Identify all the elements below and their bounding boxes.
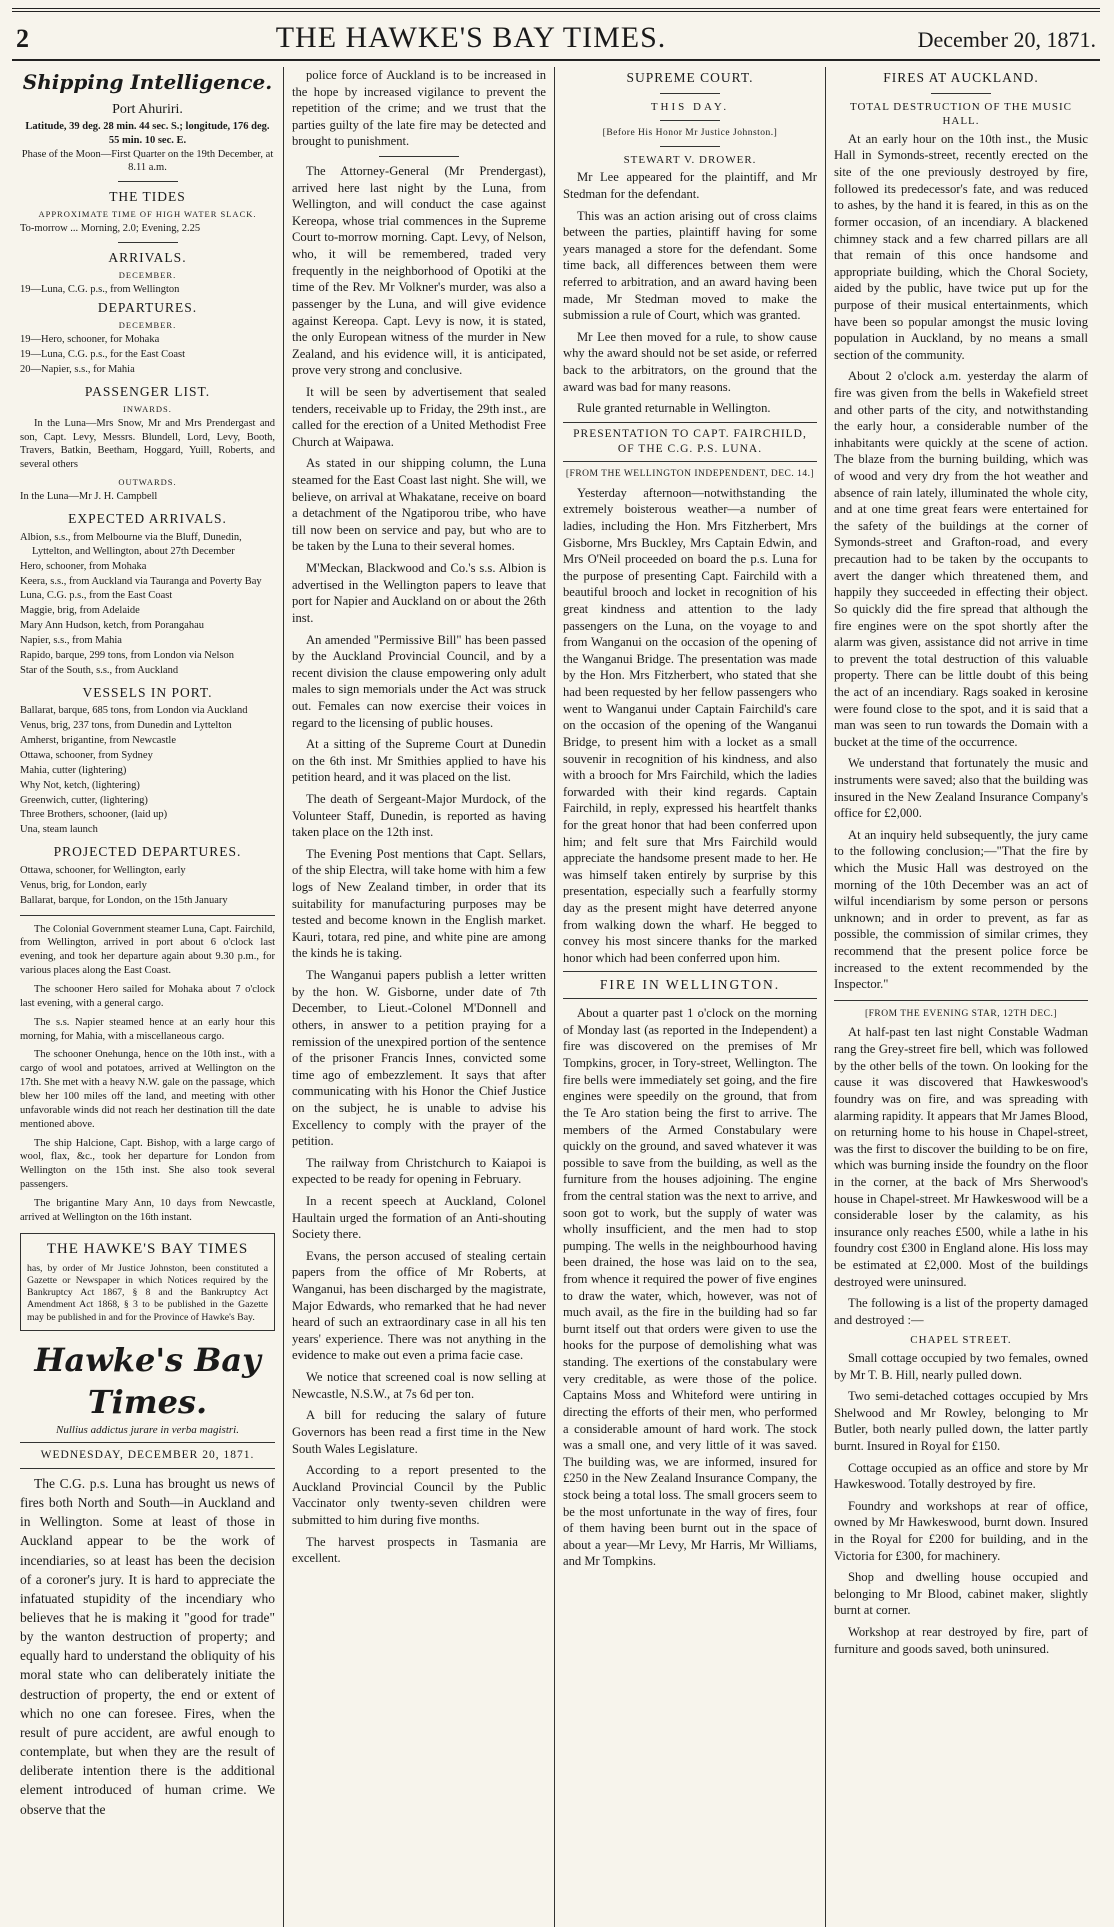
column-2 — [283, 67, 554, 1927]
news-paragraph: In a recent speech at Auckland, Colonel Haultain urged the formation of an Anti-shouting Society there. — [292, 1194, 546, 1242]
top-rule — [12, 8, 1100, 12]
court-title: SUPREME COURT. — [626, 70, 754, 85]
fire-wellington-paragraph: About a quarter past 1 o'clock on the morning of Monday last (as reported in the Independent) a fire was discovered on the premises of Mr Tompkins, grocer, in Tory-street, Wellington. The fire bells were immediately set going, and the fire engines were speedily on the ground, that from the Te Aro station being the first to arrive. The members of the Armed Constabulary were quickly on the ground, and saved whatever it was possible to save from the building, as well as the furniture from the houses adjoining. The engine from the central station was the next to arrive, and soon got to work, but the supply of water was wholly insufficient, and the men had to stop pumping. The wells in the neighbourhood having been drained, the hose was laid on to the sea, from whence it required the power of five engines to draw the water, which, however, was not of much avail, as the fire in the building had so far burnt itself out that orders were given to use the hooks for the purpose of demolishing what was standing. The exertions of the constabulary were very creditable, as were those of the police. Captains Moss and Whiteford were untiring in directing the efforts of their men, who performed a considerable amount of hard work. The stock was a small one, and very little of it was saved. The building was, we are informed, insured for £250 in the New Zealand Insurance Company, the stock being a total loss. The small grocers seem to be the most unfortunate in the way of fires, four of them having been burnt out in the space of about a year—Mr Levy, Mr Harris, Mr Williams, and Mr Tompkins. — [563, 1006, 817, 1569]
vessel-entry: Ballarat, barque, 685 tons, from London via Auckland — [20, 705, 248, 717]
news-paragraph: According to a report presented to the Auckland Provincial Council by the Public Vaccinator only twenty-seven children were submitted to him during five months. — [292, 1463, 546, 1527]
property-entry: Cottage occupied as an office and store by Mr Hawkeswood. Totally destroyed by fire. — [834, 1460, 1088, 1492]
news-paragraph: A bill for reducing the salary of future Governors has been read a first time in the New South Wales Legislature. — [292, 1408, 546, 1456]
presentation-title: PRESENTATION TO CAPT. FAIRCHILD, OF THE C.G. P.S. LUNA. — [563, 422, 817, 462]
projected-departures-title: PROJECTED DEPARTURES. — [53, 844, 242, 860]
divider — [379, 156, 459, 157]
shipping-paragraph: The schooner Hero sailed for Mohaka about 7 o'clock last evening, with a general cargo. — [20, 984, 275, 1009]
arrivals-month: DECEMBER. — [118, 270, 177, 280]
column-3 — [554, 67, 825, 1927]
news-paragraph: The Evening Post mentions that Capt. Sellars, of the ship Electra, will take home with him a few logs of New Zealand timber, in order that its suitability for manufacturing purposes may be tested and become known in the English market. Kauri, totara, red pine, and white pine are among the kinds he is taking. — [292, 846, 546, 961]
property-entry: Foundry and workshops at rear of office, owned by Mr Hawkeswood, burnt down. Insured in the Royal for £200 for building, and in the Victoria for £300, for machinery. — [834, 1498, 1088, 1563]
vessel-entry: Ottawa, schooner, from Sydney — [20, 750, 153, 762]
evening-star-source: [FROM THE EVENING STAR, 12TH DEC.] — [864, 1008, 1058, 1019]
expected-entry: Albion, s.s., from Melbourne via the Bluff, Dunedin, Lyttelton, and Wellington, about 27th December — [20, 532, 242, 557]
arrivals-title: ARRIVALS. — [108, 250, 187, 266]
news-paragraph: At a sitting of the Supreme Court at Dunedin on the 6th inst. Mr Smithies applied to have his petition heard, and it was placed on the list. — [292, 737, 546, 785]
auckland-paragraph: We understand that fortunately the music and instruments were saved; also that the building was insured in the New Zealand Insurance Company's office for £2,000. — [834, 756, 1088, 821]
shipping-paragraph: The ship Halcione, Capt. Bishop, with a large cargo of wool, flax, &c., took her departure for London from Wellington on the 15th inst. She also took several passengers. — [20, 1137, 275, 1191]
news-paragraph: police force of Auckland is to be increased in the hope by increased vigilance to prevent the repetition of the crime; and we trust that the parties guilty of the late fire may be detected and brought to punishment. — [292, 68, 546, 149]
vessel-entry: Venus, brig, 237 tons, from Dunedin and Lyttelton — [20, 720, 232, 732]
court-subtitle: THIS DAY. — [650, 100, 730, 113]
vessel-entry: Amherst, brigantine, from Newcastle — [20, 735, 176, 747]
departures-title: DEPARTURES. — [97, 300, 198, 316]
news-paragraph: The Attorney-General (Mr Prendergast), arrived here last night by the Luna, from Wellington, and will conduct the case against Kereopa, whose trial commences in the Supreme Court to-morrow morning. Capt. Levy, of Nelson, who, it will be remembered, traded very frequently in the neighborhood of Opotiki at the time of the Rev. Mr Volkner's murder, was also a passenger by the Luna, and will give evidence against Kereopa. Capt. Levy is now, it is stated, the only European witness of the murder in New Zealand, and his evidence will, it is anticipated, prove very strong and conclusive. — [292, 164, 546, 378]
shipping-heading: Shipping Intelligence. — [22, 70, 273, 94]
property-entry: Shop and dwelling house occupied and belonging to Mr Blood, cabinet maker, slightly burnt at corner. — [834, 1570, 1088, 1618]
divider — [931, 93, 991, 94]
presentation-source: [FROM THE WELLINGTON INDEPENDENT, DEC. 14.] — [565, 469, 815, 480]
expected-entry: Maggie, brig, from Adelaide — [20, 605, 140, 617]
court-paragraph: Mr Lee then moved for a rule, to show cause why the award should not be set aside, or referred back to the arbitrators, on the ground that the award was bad for many reasons. — [563, 329, 817, 394]
column-4 — [825, 67, 1096, 1927]
expected-arrivals-title: EXPECTED ARRIVALS. — [68, 511, 227, 527]
issue-date: December 20, 1871. — [917, 27, 1096, 52]
outwards-text: In the Luna—Mr J. H. Campbell — [20, 491, 158, 503]
vessel-entry: Mahia, cutter (lightering) — [20, 764, 127, 776]
vessel-entry: Why Not, ketch, (lightering) — [20, 779, 140, 791]
notice-title: THE HAWKE'S BAY TIMES — [46, 1240, 249, 1257]
arrival-entry: 19—Luna, C.G. p.s., from Wellington — [20, 284, 180, 296]
news-paragraph: M'Meckan, Blackwood and Co.'s s.s. Albion is advertised in the Wellington papers to leave that port for Napier and Auckland on or about the 26th inst. — [292, 561, 546, 625]
editorial-dateline: WEDNESDAY, DECEMBER 20, 1871. — [20, 1443, 275, 1469]
auckland-paragraph: At an inquiry held subsequently, the jury came to the following conclusion;—"That the fire by which the Music Hall was destroyed on the morning of the 10th December was an act of wilful incendiarism by some person or persons unknown; and in order to prevent, as far as possible, the commission of similar crimes, they recommend that the present police force be increased to the extent recommended by the Inspector." — [834, 827, 1088, 992]
auckland-paragraph: About 2 o'clock a.m. yesterday the alarm of fire was given from the bells in Wakefield street and other parts of the city, and notwithstanding the early hour, a considerable number of the inhabitants were quickly at the scene of action. The blaze from the burning building, which was of wood and very dry from the hot weather and absence of rain lately, illuminated the whole city, and at one time great fears were entertained for the safety of the buildings at the corner of Symonds-street and Grafton-road, and every precaution had to be taken by the occupants to avert the danger which threatened them, and happily they succeeded in effecting their object. So quickly did the fire spread that although the fire engines were on the spot shortly after the alarm was given, assistance did not arrive in time to prevent the total destruction of this valuable property. There can be little doubt of this being the act of an incendiary. Rags soaked in kerosine were found close to the spot, and it is said that a man was seen to run towards the Domain with a bucket at the time of the occurrence. — [834, 369, 1088, 749]
notice-body: has, by order of Mr Justice Johnston, been constituted a Gazette or Newspaper in which Notices required by the Bankruptcy Act 1867, § 8 and the Bankruptcy Act Amendment Act 1868, § 3 to be published in the Gazette may be published in and for the Province of Hawke's Bay. — [27, 1262, 268, 1323]
vessel-entry: Una, steam launch — [20, 824, 98, 836]
chapel-street-label: CHAPEL STREET. — [910, 1334, 1012, 1347]
property-entry: Two semi-detached cottages occupied by Mrs Shelwood and Mr Rowley, belonging to Mr Butler, both nearly pulled down, the latter partly burnt. Insured in Royal for £150. — [834, 1389, 1088, 1453]
inwards-text: In the Luna—Mrs Snow, Mr and Mrs Prendergast and son, Capt. Levy, Messrs. Blundell, Lord, Levy, Booth, Travers, Batkin, Beetham, Hoggard, Yuill, Roberts, and several others — [20, 417, 275, 471]
news-paragraph: The Wanganui papers publish a letter written by the hon. W. Gisborne, under date of 7th December, to Lieut.-Colonel M'Donnell and others, in answer to a petition praying for a remission of the unexpired portion of the sentence of the prisoner Francis Innes, convicted some time ago of embezzlement. It says that after communicating with his Honor the Chief Justice on the subject, he is unable to advise his Excellency to comply with the prayer of the petition. — [292, 968, 546, 1149]
tides-subtitle: APPROXIMATE TIME OF HIGH WATER SLACK. — [38, 209, 257, 220]
departures-month: DECEMBER. — [118, 319, 177, 330]
projected-entry: Ballarat, barque, for London, on the 15th January — [20, 894, 228, 906]
news-paragraph: The death of Sergeant-Major Murdock, of the Volunteer Staff, Dunedin, is reported as having taken place on the 12th inst. — [292, 791, 546, 840]
departure-entry: 20—Napier, s.s., for Mahia — [20, 363, 135, 375]
masthead — [12, 15, 1100, 61]
shipping-paragraph: The s.s. Napier steamed hence at an early hour this morning, for Mahia, with a miscellaneous cargo. — [20, 1016, 275, 1042]
expected-entry: Mary Ann Hudson, ketch, from Porangahau — [20, 620, 205, 632]
court-paragraph: This was an action arising out of cross claims between the parties, plaintiff having for some years managed a store for the defendant. Some time back, all differences between them were referred to arbitration, and an award having been made, Mr Stedman moved to make the submission a rule of Court, which was granted. — [563, 208, 817, 323]
inwards-label: INWARDS. — [123, 403, 172, 414]
court-paragraph: Mr Lee appeared for the plaintiff, and Mr Stedman for the defendant. — [563, 170, 817, 201]
motto: Nullius addictus jurare in verba magistri. — [20, 1423, 275, 1443]
expected-entry: Keera, s.s., from Auckland via Tauranga and Poverty Bay — [20, 575, 262, 587]
vessels-in-port-title: VESSELS IN PORT. — [82, 684, 213, 700]
tides-title: THE TIDES — [109, 189, 186, 205]
divider — [834, 1000, 1088, 1001]
divider — [118, 181, 178, 182]
newspaper-page — [6, 0, 1106, 1927]
news-paragraph: We notice that screened coal is now selling at Newcastle, N.S.W., at 7s 6d per ton. — [292, 1370, 546, 1401]
news-paragraph: The harvest prospects in Tasmania are excellent. — [292, 1534, 546, 1566]
court-before: [Before His Honor Mr Justice Johnston.] — [602, 128, 778, 139]
news-paragraph: The railway from Christchurch to Kaiapoi is expected to be ready for opening in February. — [292, 1155, 546, 1187]
auckland-fires-subtitle: TOTAL DESTRUCTION OF THE MUSIC HALL. — [849, 100, 1073, 128]
expected-entry: Luna, C.G. p.s., from the East Coast — [20, 590, 173, 602]
port-coordinates: Latitude, 39 deg. 28 min. 44 sec. S.; longitude, 176 deg. 55 min. 10 sec. E. — [25, 120, 270, 146]
shipping-paragraph: The Colonial Government steamer Luna, Capt. Fairchild, from Wellington, arrived in port about 6 o'clock last evening, and took her departure again about 9.30 p.m., for various places along the East Coast. — [20, 923, 275, 977]
auckland-paragraph: At half-past ten last night Constable Wadman rang the Grey-street fire bell, which was followed by the other bells of the town. On looking for the cause it was discovered that Hawkeswood's foundry was on fire, and was spreading with alarming rapidity. It appears that Mr James Blood, on returning home to his house in Chapel-street, was the first to discover the building to be on fire, which was burning inside the foundry on the floor in the corner, at the back of Mrs Sherwood's house in Chapel-street. Mr Hawkeswood will be a considerable loser by the calamity, as his insurance only reaches £500, while a lathe in his foundry cost £300 in England alone. His loss may be estimated at £2,000. Most of the buildings destroyed were uninsured. — [834, 1025, 1088, 1289]
departure-entry: 19—Hero, schooner, for Mohaka — [20, 334, 160, 346]
departure-entry: 19—Luna, C.G. p.s., for the East Coast — [20, 348, 186, 360]
page-number: 2 — [16, 24, 29, 53]
news-paragraph: Evans, the person accused of stealing certain papers from the office of Mr Roberts, at Wanganui, has been discharged by the magistrate, Major Edwards, who remarked that he had never heard of such an extraordinary case in all his ten years' experience. There was not anything in the evidence to make out even a prima facie case. — [292, 1248, 546, 1363]
moon-phase: Phase of the Moon—First Quarter on the 19th December, at 8.11 a.m. — [21, 148, 274, 174]
property-entry: Small cottage occupied by two females, owned by Mr T. B. Hill, nearly pulled down. — [834, 1350, 1088, 1382]
news-paragraph: An amended "Permissive Bill" has been passed by the Auckland Provincial Council, and by a recent division the clause empowering only adult males to sign memorials under the Act was struck out. Females can now exercise their voices in regard to the licensing of public houses. — [292, 632, 546, 730]
auckland-paragraph: The following is a list of the property damaged and destroyed :— — [834, 1296, 1088, 1327]
case-title: STEWART V. DROWER. — [623, 153, 757, 166]
fire-wellington-title: FIRE IN WELLINGTON. — [563, 971, 817, 999]
vessel-entry: Greenwich, cutter, (lightering) — [20, 794, 148, 806]
tides-line: To-morrow ... Morning, 2.0; Evening, 2.25 — [20, 223, 201, 235]
auckland-paragraph: At an early hour on the 10th inst., the Music Hall in Symonds-street, recently erected on the site of the one previously destroyed by fire, followed its predecessor's fate, and was reduced to ashes, by the hand it is feared, in this as on the former occasion, of an incendiary. A blackened chimney stack and a few charred pillars are all that remain of this once handsome and appropriate building, which the Choral Society, aided by the public, have twice put up for the purpose of their musical entertainments, which have been so popular amongst the music loving population in Auckland, by no means a small section of the community. — [834, 131, 1088, 362]
presentation-paragraph: Yesterday afternoon—notwithstanding the extremely boisterous weather—a number of ladies, including the Hon. Mrs Fitzherbert, Mrs Gisborne, Mrs Buckley, Mrs Captain Edwin, and Mrs O'Neil proceeded on board the p.s. Luna for the purpose of presenting Capt. Fairchild with a beautiful brooch and locket in recognition of his great kindness and attention to the lady passengers on the Luna, on the voyage to and from Wanganui on the occasion of the opening of the Wanganui Bridge. The presentation was made by the Hon. Mrs Fitzherbert, who stated that she had been requested by her fellow passengers who went to Wanganui under Captain Fairchild's care on the occasion of the opening of the Wanganui Bridge, to present him with a locket as a small souvenir in recognition of his kindness, and also with a brooch for Mrs Fairchild, which the ladies forwarded with their kind regards. Captain Fairchild, in reply, expressed his heartfelt thanks for the great honor that had been conferred upon him; and felt sure that Mrs Fairchild would appreciate the handsome present made to her. He was himself taken entirely by surprise by this presentation, especially such a fearfully stormy day as the present might have deterred anyone from walking down the wharf. He begged to convey his most sincere thanks for the marked honor which had been conferred upon him. — [563, 485, 817, 965]
property-entry: Workshop at rear destroyed by fire, part of furniture and goods saved, both uninsured. — [834, 1625, 1088, 1656]
divider — [20, 915, 275, 916]
news-paragraph: As stated in our shipping column, the Luna steamed for the East Coast last night. She will, we believe, on arrival at Whakatane, receive on board a detachment of the Ngatiporou tribe, who have till now been on service and pay, but who are to be taken by the Luna to their several homes. — [292, 456, 546, 554]
newspaper-title: THE HAWKE'S BAY TIMES. — [275, 21, 667, 54]
paper-name: Hawke's Bay Times. — [34, 1340, 261, 1421]
auckland-fires-title: FIRES AT AUCKLAND. — [883, 70, 1039, 85]
editorial-text: The C.G. p.s. Luna has brought us news of fires both North and South—in Auckland and in Wellington. Some at least of those in Auckland appear to be the work of incendiaries, so at least has been the decision of a coroner's jury. It is hard to appreciate the infatuated stupidity of the incendiary who believes that he is making it "good for trade" by the wanton destruction of property; and equally hard to understand the obliquity of his moral state who can deliberately initiate the destruction of property, the end or extent of which no one can foresee. Fires, when the result of pure accident, are awful enough to contemplate, but when they are the result of deliberate intention there is the additional element introduced of human crime. We observe that the — [20, 1475, 275, 1817]
divider — [118, 242, 178, 243]
court-paragraph: Rule granted returnable in Wellington. — [577, 401, 771, 416]
passenger-list-title: PASSENGER LIST. — [84, 383, 211, 399]
shipping-paragraph: The brigantine Mary Ann, 10 days from Newcastle, arrived at Wellington on the 16th instant. — [20, 1198, 275, 1223]
expected-entry: Hero, schooner, from Mohaka — [20, 560, 147, 572]
expected-entry: Rapido, barque, 299 tons, from London via Nelson — [20, 649, 235, 661]
gazette-notice — [20, 1233, 275, 1331]
outwards-label: OUTWARDS. — [118, 477, 177, 488]
divider — [660, 93, 720, 94]
divider — [660, 120, 720, 121]
columns — [12, 67, 1100, 1927]
expected-entry: Star of the South, s.s., from Auckland — [20, 664, 179, 676]
news-paragraph: It will be seen by advertisement that sealed tenders, receivable up to Friday, the 29th inst., are called for the erection of a United Methodist Free Church at Waipawa. — [292, 384, 546, 449]
shipping-paragraph: The schooner Onehunga, hence on the 10th inst., with a cargo of wool and potatoes, arrived at Wellington on the 17th. She met with a heavy N.W. gale on the passage, which blew her 100 miles off the land, and meeting with other unfavorable winds did not reach her destination till the date mentioned above. — [20, 1049, 275, 1130]
expected-entry: Napier, s.s., from Mahia — [20, 635, 122, 647]
divider — [660, 146, 720, 147]
projected-entry: Ottawa, schooner, for Wellington, early — [20, 865, 186, 876]
port-name: Port Ahuriri. — [112, 102, 183, 118]
vessel-entry: Three Brothers, schooner, (laid up) — [20, 809, 168, 821]
column-1 — [12, 67, 283, 1927]
projected-entry: Venus, brig, for London, early — [20, 879, 147, 891]
